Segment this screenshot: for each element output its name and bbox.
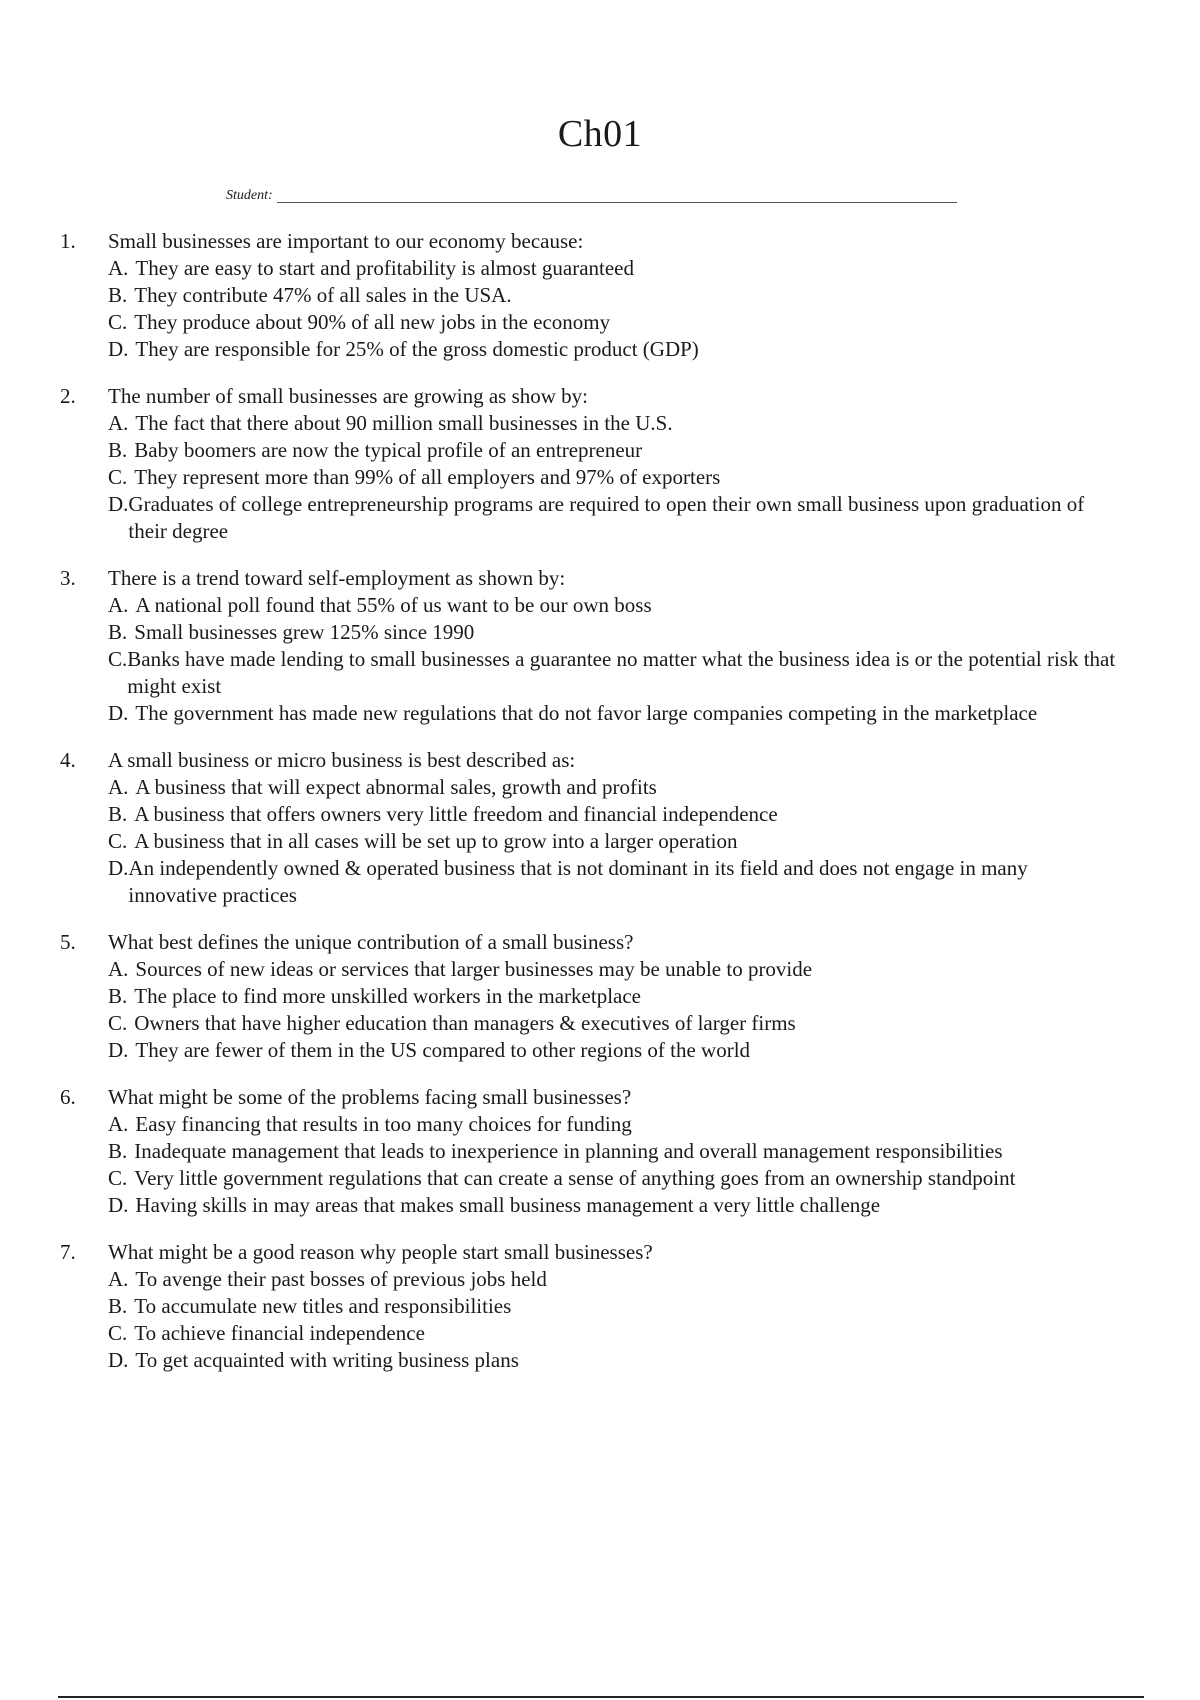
option-text: Inadequate management that leads to inexperience in planning and overall management responsibilities: [134, 1139, 1003, 1163]
option-letter: A.: [108, 957, 129, 981]
option-text: The fact that there about 90 million small businesses in the U.S.: [135, 411, 673, 435]
option-text: Owners that have higher education than managers & executives of larger firms: [134, 1011, 796, 1035]
answer-option: [108, 1320, 1120, 1347]
option-letter: D.: [108, 856, 129, 880]
option-letter: B.: [108, 802, 128, 826]
option-text: Banks have made lending to small businesses a guarantee no matter what the business idea is or the potential risk that might exist: [127, 647, 1116, 698]
question-list: [60, 228, 1120, 1394]
option-text: Easy financing that results in too many choices for funding: [135, 1112, 632, 1136]
answer-options: [108, 1111, 1120, 1219]
question-number: 2.: [60, 384, 76, 408]
question-item: [60, 1239, 1120, 1374]
answer-option: [108, 801, 1120, 828]
answer-option: [108, 1111, 1120, 1138]
option-letter: D.: [108, 1193, 129, 1217]
option-text: They are easy to start and profitability is almost guaranteed: [135, 256, 635, 280]
question-number: 1.: [60, 229, 76, 253]
answer-option: [108, 1266, 1120, 1293]
option-letter: A.: [108, 1112, 129, 1136]
option-letter: D.: [108, 701, 129, 725]
option-letter: B.: [108, 1294, 128, 1318]
question-text: What might be a good reason why people start small businesses?: [108, 1240, 653, 1264]
question-body: [108, 565, 1120, 727]
answer-option: [108, 1347, 1120, 1374]
option-letter: B.: [108, 1139, 128, 1163]
option-letter: A.: [108, 593, 129, 617]
option-text: To get acquainted with writing business plans: [135, 1348, 519, 1372]
option-text: A national poll found that 55% of us want to be our own boss: [135, 593, 652, 617]
answer-option: [108, 828, 1120, 855]
option-text: They are fewer of them in the US compared to other regions of the world: [135, 1038, 751, 1062]
option-letter: C.: [108, 310, 128, 334]
question-item: [60, 929, 1120, 1064]
answer-option: [108, 309, 1120, 336]
answer-options: [108, 1266, 1120, 1374]
question-item: [60, 228, 1120, 363]
question-item: [60, 1084, 1120, 1219]
answer-option: [108, 255, 1120, 282]
question-number: 4.: [60, 748, 76, 772]
option-letter: B.: [108, 438, 128, 462]
option-letter: C.: [108, 647, 128, 671]
question-number: 3.: [60, 566, 76, 590]
question-number: 5.: [60, 930, 76, 954]
answer-option: [108, 1192, 1120, 1219]
option-letter: D.: [108, 337, 129, 361]
question-body: [108, 383, 1120, 545]
question-text: There is a trend toward self-employment as shown by:: [108, 566, 566, 590]
option-text: Small businesses grew 125% since 1990: [134, 620, 475, 644]
option-letter: A.: [108, 411, 129, 435]
answer-option: [108, 855, 1120, 909]
question-body: [108, 1084, 1120, 1219]
option-text: Having skills in may areas that makes small business management a very little challenge: [135, 1193, 881, 1217]
student-name-line[interactable]: [277, 202, 957, 203]
option-letter: C.: [108, 1321, 128, 1345]
page-title: Ch01: [557, 113, 643, 155]
option-text: Baby boomers are now the typical profile of an entrepreneur: [134, 438, 643, 462]
question-body: [108, 228, 1120, 363]
option-text: An independently owned & operated business that is not dominant in its field and does not engage in many innovative practices: [128, 856, 1028, 907]
question-body: [108, 747, 1120, 909]
option-text: A business that in all cases will be set up to grow into a larger operation: [134, 829, 738, 853]
option-letter: C.: [108, 1011, 128, 1035]
answer-option: [108, 1165, 1120, 1192]
option-letter: B.: [108, 620, 128, 644]
option-text: They contribute 47% of all sales in the USA.: [134, 283, 512, 307]
question-text: What might be some of the problems facing small businesses?: [108, 1085, 632, 1109]
option-text: They produce about 90% of all new jobs in the economy: [134, 310, 611, 334]
option-letter: C.: [108, 1166, 128, 1190]
answer-options: [108, 956, 1120, 1064]
option-letter: A.: [108, 775, 129, 799]
answer-option: [108, 1010, 1120, 1037]
student-name-row: [226, 183, 957, 205]
answer-options: [108, 774, 1120, 909]
question-item: [60, 747, 1120, 909]
question-item: [60, 383, 1120, 545]
option-text: Graduates of college entrepreneurship programs are required to open their own small business upon graduation of their degree: [128, 492, 1085, 543]
answer-option: [108, 646, 1120, 700]
option-letter: C.: [108, 465, 128, 489]
option-text: The government has made new regulations that do not favor large companies competing in the marketplace: [135, 701, 1038, 725]
question-text: The number of small businesses are growing as show by:: [108, 384, 588, 408]
question-text: Small businesses are important to our economy because:: [108, 229, 584, 253]
answer-option: [108, 956, 1120, 983]
option-text: Sources of new ideas or services that larger businesses may be unable to provide: [135, 957, 813, 981]
answer-options: [108, 592, 1120, 727]
option-letter: B.: [108, 283, 128, 307]
option-letter: B.: [108, 984, 128, 1008]
footer-divider: [58, 1696, 1144, 1698]
answer-option: [108, 592, 1120, 619]
answer-option: [108, 1293, 1120, 1320]
option-letter: D.: [108, 1348, 129, 1372]
question-body: [108, 929, 1120, 1064]
option-letter: A.: [108, 1267, 129, 1291]
answer-option: [108, 282, 1120, 309]
option-letter: C.: [108, 829, 128, 853]
option-letter: A.: [108, 256, 129, 280]
answer-option: [108, 410, 1120, 437]
answer-option: [108, 437, 1120, 464]
question-item: [60, 565, 1120, 727]
option-letter: D.: [108, 1038, 129, 1062]
student-label: Student:: [226, 188, 273, 203]
option-letter: D.: [108, 492, 129, 516]
answer-options: [108, 255, 1120, 363]
answer-option: [108, 336, 1120, 363]
question-text: What best defines the unique contribution of a small business?: [108, 930, 634, 954]
answer-option: [108, 491, 1120, 545]
answer-option: [108, 983, 1120, 1010]
option-text: To accumulate new titles and responsibilities: [134, 1294, 512, 1318]
answer-option: [108, 1138, 1120, 1165]
answer-option: [108, 464, 1120, 491]
option-text: The place to find more unskilled workers in the marketplace: [134, 984, 642, 1008]
option-text: A business that will expect abnormal sales, growth and profits: [135, 775, 657, 799]
question-text: A small business or micro business is best described as:: [108, 748, 576, 772]
option-text: They are responsible for 25% of the gross domestic product (GDP): [135, 337, 699, 361]
option-text: To avenge their past bosses of previous jobs held: [135, 1267, 547, 1291]
answer-option: [108, 619, 1120, 646]
option-text: To achieve financial independence: [134, 1321, 425, 1345]
answer-option: [108, 700, 1120, 727]
question-body: [108, 1239, 1120, 1374]
question-number: 6.: [60, 1085, 76, 1109]
answer-option: [108, 1037, 1120, 1064]
answer-option: [108, 774, 1120, 801]
option-text: They represent more than 99% of all employers and 97% of exporters: [134, 465, 721, 489]
answer-options: [108, 410, 1120, 545]
option-text: A business that offers owners very little freedom and financial independence: [134, 802, 778, 826]
question-number: 7.: [60, 1240, 76, 1264]
option-text: Very little government regulations that can create a sense of anything goes from an ownership standpoint: [134, 1166, 1016, 1190]
